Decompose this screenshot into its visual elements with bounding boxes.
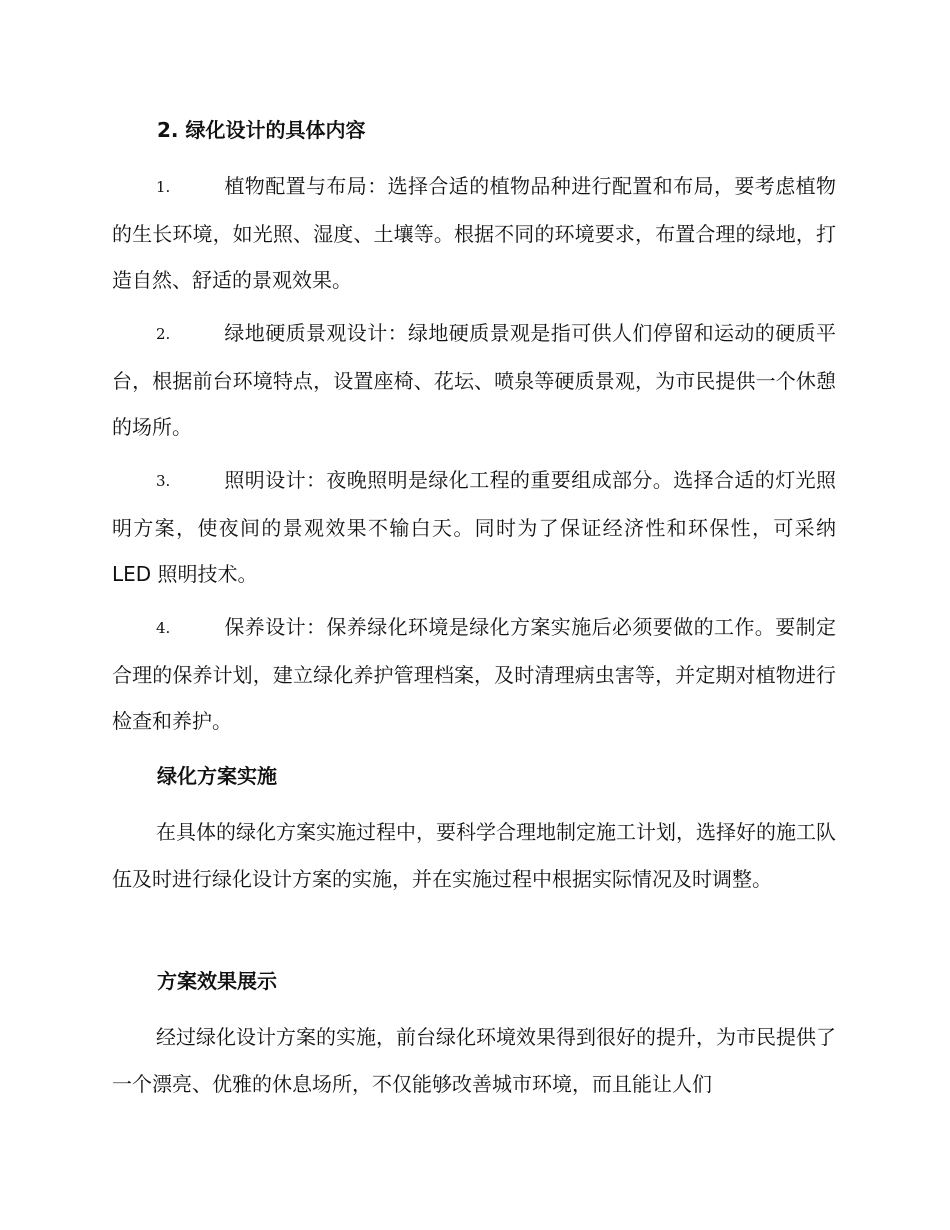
section-heading: 2. 绿化设计的具体内容 [157,118,366,142]
list-item-number: 4. [156,619,171,637]
list-item [112,163,836,304]
results-heading: 方案效果展示 [157,969,277,993]
list-item [112,457,836,598]
results-paragraph: 经过绿化设计方案的实施，前台绿化环境效果得到很好的提升，为市民提供了一个漂亮、优雅的休息场所，不仅能够改善城市环境，而且能让人们 [112,1025,836,1096]
list-item-number: 2. [156,325,171,343]
list-item [112,604,836,745]
list-item [112,310,836,451]
implementation-heading: 绿化方案实施 [157,764,277,788]
list-item-text: 照明设计：夜晚照明是绿化工程的重要组成部分。选择合适的灯光照明方案，使夜间的景观效果不输白天。同时为了保证经济性和环保性，可采纳 LED 照明技术。 [112,468,836,586]
list-item-text: 绿地硬质景观设计：绿地硬质景观是指可供人们停留和运动的硬质平台，根据前台环境特点，设置座椅、花坛、喷泉等硬质景观，为市民提供一个休憩的场所。 [112,321,836,439]
list-item-text: 植物配置与布局：选择合适的植物品种进行配置和布局，要考虑植物的生长环境，如光照、湿度、土壤等。根据不同的环境要求，布置合理的绿地，打造自然、舒适的景观效果。 [112,174,836,292]
implementation-paragraph: 在具体的绿化方案实施过程中，要科学合理地制定施工计划，选择好的施工队伍及时进行绿化设计方案的实施，并在实施过程中根据实际情况及时调整。 [112,820,836,891]
list-item-number: 1. [156,178,171,196]
list-item-text: 保养设计：保养绿化环境是绿化方案实施后必须要做的工作。要制定合理的保养计划，建立绿化养护管理档案，及时清理病虫害等，并定期对植物进行检查和养护。 [112,615,836,733]
list-item-number: 3. [156,472,171,490]
